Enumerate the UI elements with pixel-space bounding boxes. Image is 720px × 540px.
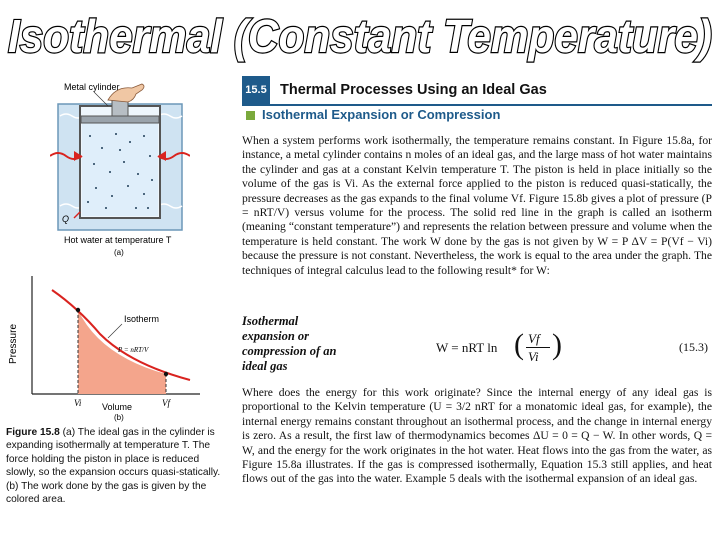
body-paragraph-2: Where does the energy for this work originate? Since the internal energy of any ideal gas is proportional to the Kelvin temperature (U = 3/2 nRT for a monatomic ideal gas, for example), the internal energy remains constant throughout an isothermal process, and the change in internal energy is zero. As a result, the first law of thermodynamics becomes ΔU = 0 = Q − W. In other words, Q = W, and the energy for the work originates in the hot water. Heat flows into the gas from the water, as Figure 15.8a illustrates. If the gas is compressed isothermally, Equation 15.3 still applies, and heat flows out of the gas into the water. Example 5 deals with the isothermal expansion of an ideal gas.: [242, 386, 712, 486]
body-paragraph-1: When a system performs work isothermally, the temperature remains constant. In Figure 15.8a, for instance, a metal cylinder contains n moles of an ideal gas, and the large mass of hot water maintains the cylinder and gas at a constant Kelvin temperature T. The piston is held in place initially so the volume of the gas is Vi. As the external force applied to the piston is reduced quasi-statically, the pressure decreases as the gas expands to the final volume Vf. Figure 15.8b gives a plot of pressure (P = nRT/V) versus volume for the process. The solid red line in the graph is called an isotherm (meaning “constant temperature”) and represents the relation between pressure and volume when the temperature is held constant. The work W done by the gas is not given by W = P ΔV = P(Vf − Vi) because the pressure is not constant. Nevertheless, the work is equal to the area under the graph. The techniques of integral calculus lead to the following result* for W:: [242, 134, 712, 277]
cylinder-label: Metal cylinder: [64, 82, 120, 92]
paren-left: (: [514, 328, 524, 361]
water-label: Hot water at temperature T: [64, 235, 172, 245]
fraction-bar: [526, 347, 550, 348]
equation-15-3: [436, 330, 586, 366]
slide-title: [4, 2, 716, 64]
svg-text:Isothermal (Constant Temperatu: Isothermal (Constant Temperature): [8, 10, 712, 62]
equation-label: Isothermal expansion or compression of an ideal gas: [242, 314, 337, 373]
figure-caption: [6, 426, 226, 506]
subsection-bullet-icon: [246, 111, 255, 120]
caption-text: (a) The ideal gas in the cylinder is expanding isothermally at temperature T. The force holding the piston in place is reduced slowly, so the expansion occurs quasi-statically. (b) The work done by the gas is given by the colored area.: [6, 427, 221, 506]
equation-lhs: W = nRT ln: [436, 340, 498, 355]
section-divider: [242, 104, 712, 106]
q-label: Q: [62, 214, 70, 224]
fraction-numerator: Vf: [528, 331, 540, 346]
section-number: 15.5: [242, 76, 270, 104]
caption-label: Figure 15.8: [6, 427, 60, 438]
figure-b-part: (b): [114, 413, 124, 422]
pressure-formula: P = nRT/V: [118, 346, 149, 354]
isotherm-label: Isotherm: [124, 314, 160, 324]
paren-right: ): [552, 328, 562, 361]
fraction-denominator: Vi: [528, 349, 539, 364]
tick-vi: Vi: [74, 398, 82, 408]
figure-a-cylinder: [50, 76, 190, 266]
volume-axis-label: Volume: [102, 402, 133, 412]
subsection-title: Isothermal Expansion or Compression: [262, 107, 501, 122]
pressure-axis-label: Pressure: [8, 323, 19, 364]
tick-vf: Vf: [162, 398, 170, 408]
equation-number: (15.3): [679, 340, 708, 354]
section-title: Thermal Processes Using an Ideal Gas: [280, 82, 547, 98]
figure-a-part: (a): [114, 248, 124, 257]
figure-b-isotherm-plot: [4, 272, 204, 424]
